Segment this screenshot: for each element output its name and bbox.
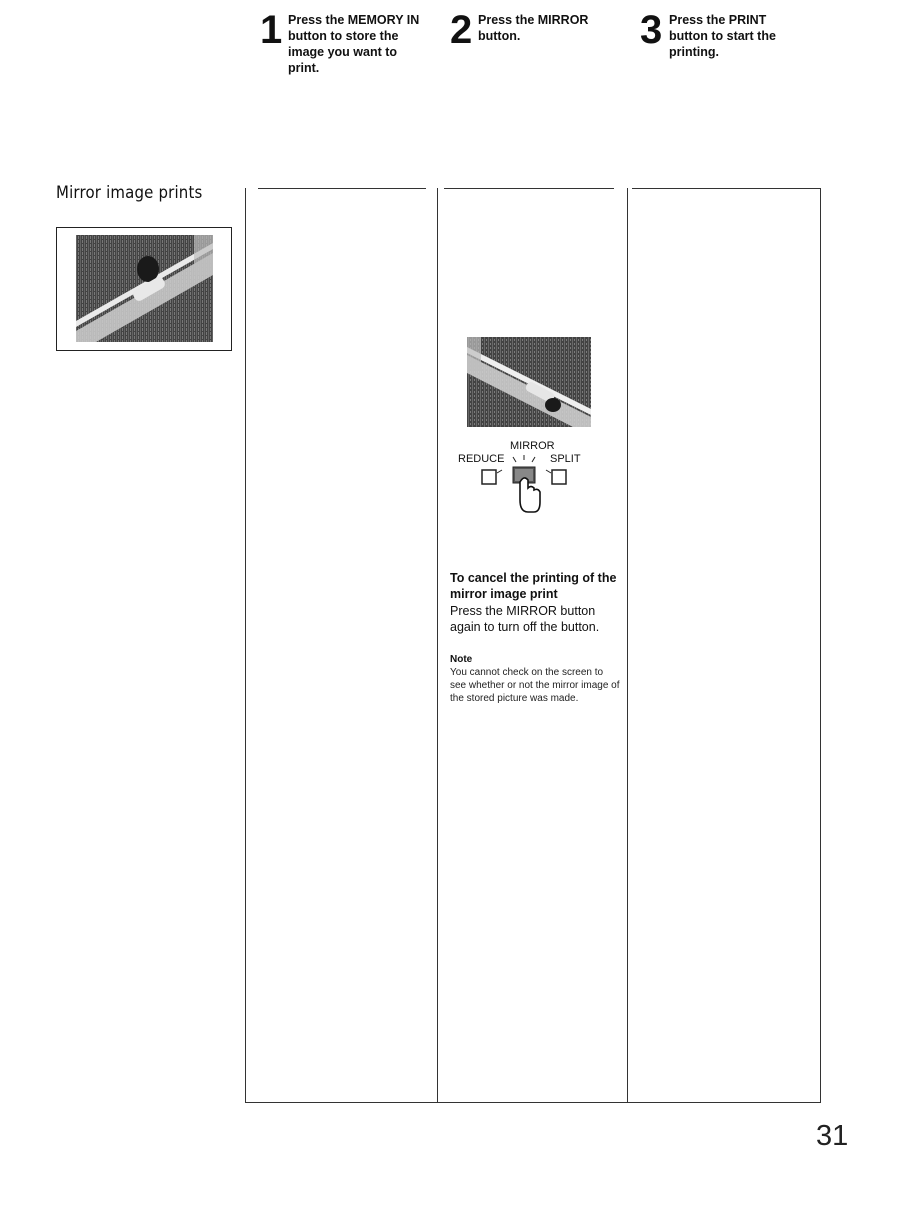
- mirror-button-label: MIRROR: [510, 440, 555, 452]
- cancel-section: [450, 570, 620, 635]
- thumbnail-frame: [56, 227, 232, 351]
- column-top-rule: [632, 188, 820, 189]
- note-heading: Note: [450, 654, 473, 665]
- column-top-rule: [444, 188, 614, 189]
- split-button-label: SPLIT: [550, 453, 581, 465]
- section-title: Mirror image prints: [56, 183, 203, 203]
- note-body: You cannot check on the screen to see whether or not the mirror image of the stored picture was made.: [450, 667, 620, 704]
- note-section: [450, 653, 620, 705]
- step-instruction: Press the PRINT button to start the printing.: [669, 13, 776, 59]
- step-number: 1: [260, 8, 283, 52]
- panel-graphic: [450, 440, 600, 520]
- cancel-heading: To cancel the printing of the mirror image print: [450, 571, 617, 601]
- column-divider: [437, 188, 438, 1102]
- steps-grid: [245, 188, 821, 1103]
- mirror-thumbnail-image: [76, 235, 213, 342]
- step-instruction: Press the MIRROR button.: [478, 13, 589, 43]
- reduce-button-label: REDUCE: [458, 453, 505, 465]
- cancel-body: Press the MIRROR button again to turn off the button.: [450, 604, 600, 634]
- step-number: 2: [450, 8, 473, 52]
- step-number: 3: [640, 8, 663, 52]
- column-divider: [627, 188, 628, 1102]
- mirrored-screen-image: [467, 337, 591, 427]
- step-instruction: Press the MEMORY IN button to store the image you want to print.: [288, 13, 420, 75]
- page-number: 31: [816, 1120, 849, 1152]
- column-top-rule: [258, 188, 426, 189]
